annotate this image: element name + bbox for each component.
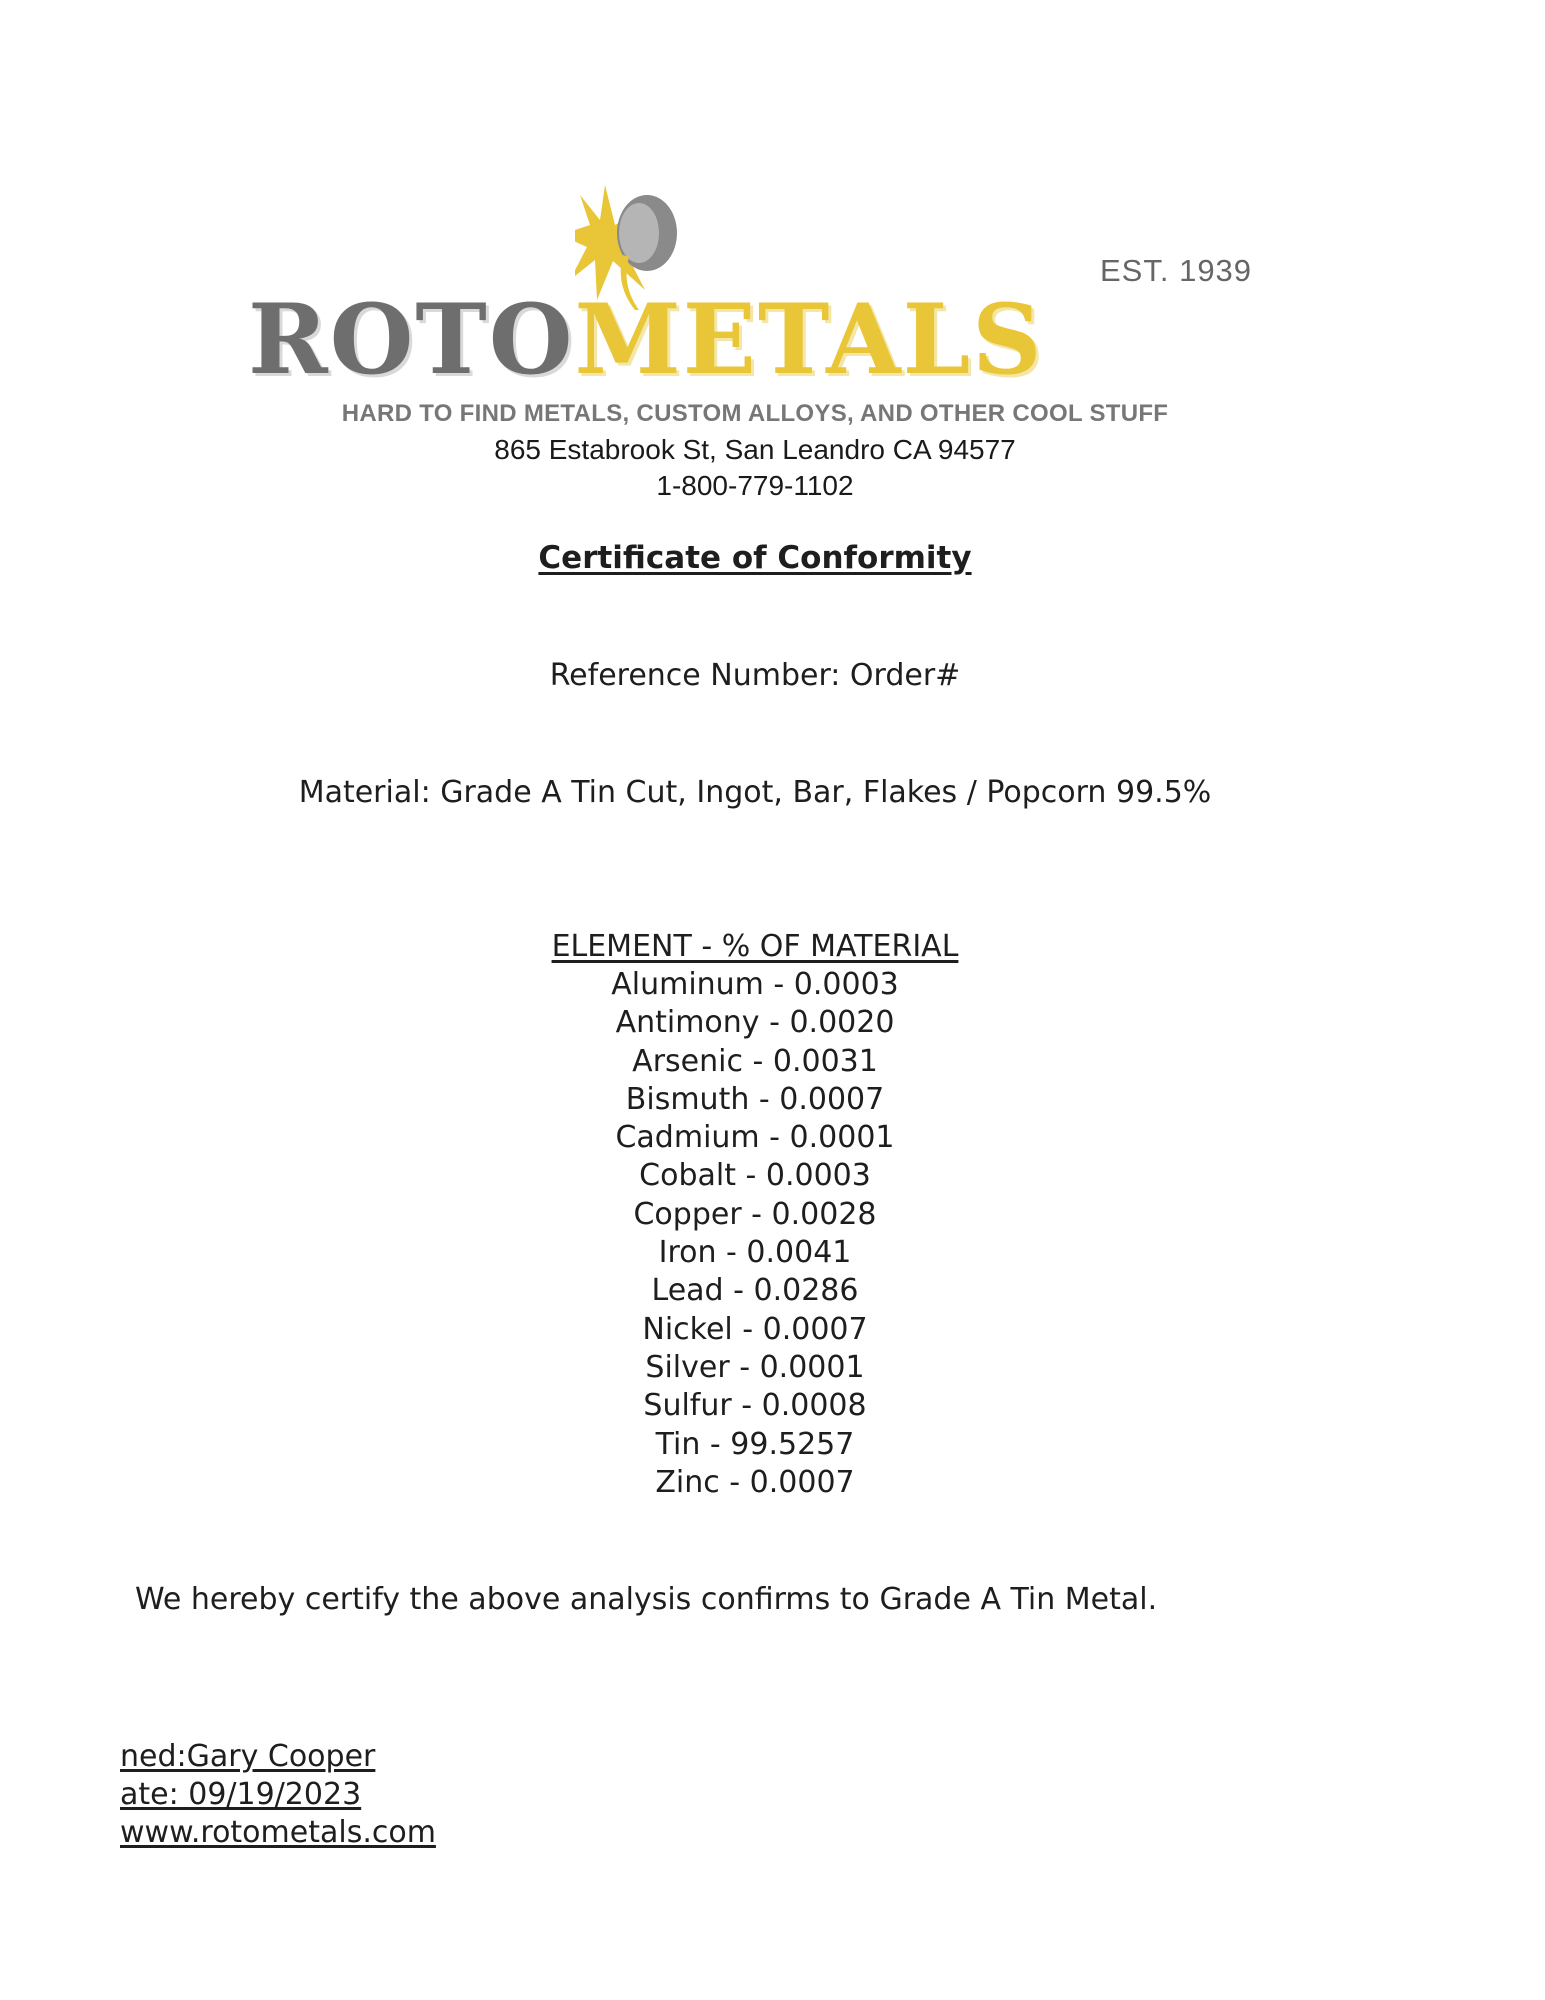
signature-block: [120, 1738, 436, 1852]
element-analysis: [0, 928, 1510, 1502]
element-row: Sulfur - 0.0008: [643, 1388, 867, 1424]
element-row: Iron - 0.0041: [658, 1235, 852, 1271]
logo-tagline: HARD TO FIND METALS, CUSTOM ALLOYS, AND OTHER COOL STUFF: [341, 400, 1169, 427]
reference-number: Reference Number: Order#: [549, 658, 961, 693]
element-row: Lead - 0.0286: [651, 1273, 859, 1309]
element-row: Antimony - 0.0020: [615, 1005, 895, 1041]
company-address: 865 Estabrook St, San Leandro CA 94577: [494, 434, 1016, 465]
element-row: Cadmium - 0.0001: [615, 1120, 895, 1156]
signed-by: ned:Gary Cooper: [120, 1739, 376, 1774]
logo-established: EST. 1939: [1100, 253, 1253, 288]
company-phone: 1-800-779-1102: [656, 470, 854, 501]
company-logo: [248, 283, 1044, 396]
element-list: [0, 966, 1510, 1502]
element-row: Bismuth - 0.0007: [625, 1081, 885, 1117]
element-row: Copper - 0.0028: [633, 1196, 877, 1232]
document-title: Certificate of Conformity: [538, 540, 972, 576]
material-description: Material: Grade A Tin Cut, Ingot, Bar, Flakes / Popcorn 99.5%: [298, 775, 1212, 810]
logo-word-metals: METALS: [574, 283, 1044, 396]
element-table-header: ELEMENT - % OF MATERIAL: [551, 929, 959, 964]
website-link[interactable]: www.rotometals.com: [120, 1815, 436, 1850]
element-row: Cobalt - 0.0003: [639, 1158, 871, 1194]
element-row: Tin - 99.5257: [655, 1426, 855, 1462]
element-row: Nickel - 0.0007: [642, 1311, 868, 1347]
element-row: Zinc - 0.0007: [655, 1464, 855, 1500]
element-row: Silver - 0.0001: [645, 1349, 865, 1385]
element-row: Aluminum - 0.0003: [611, 967, 899, 1002]
element-row: Arsenic - 0.0031: [632, 1043, 878, 1079]
certification-statement: We hereby certify the above analysis confirms to Grade A Tin Metal.: [135, 1582, 1158, 1617]
signature-date: ate: 09/19/2023: [120, 1777, 362, 1812]
logo-word-roto: ROTO: [248, 283, 575, 396]
